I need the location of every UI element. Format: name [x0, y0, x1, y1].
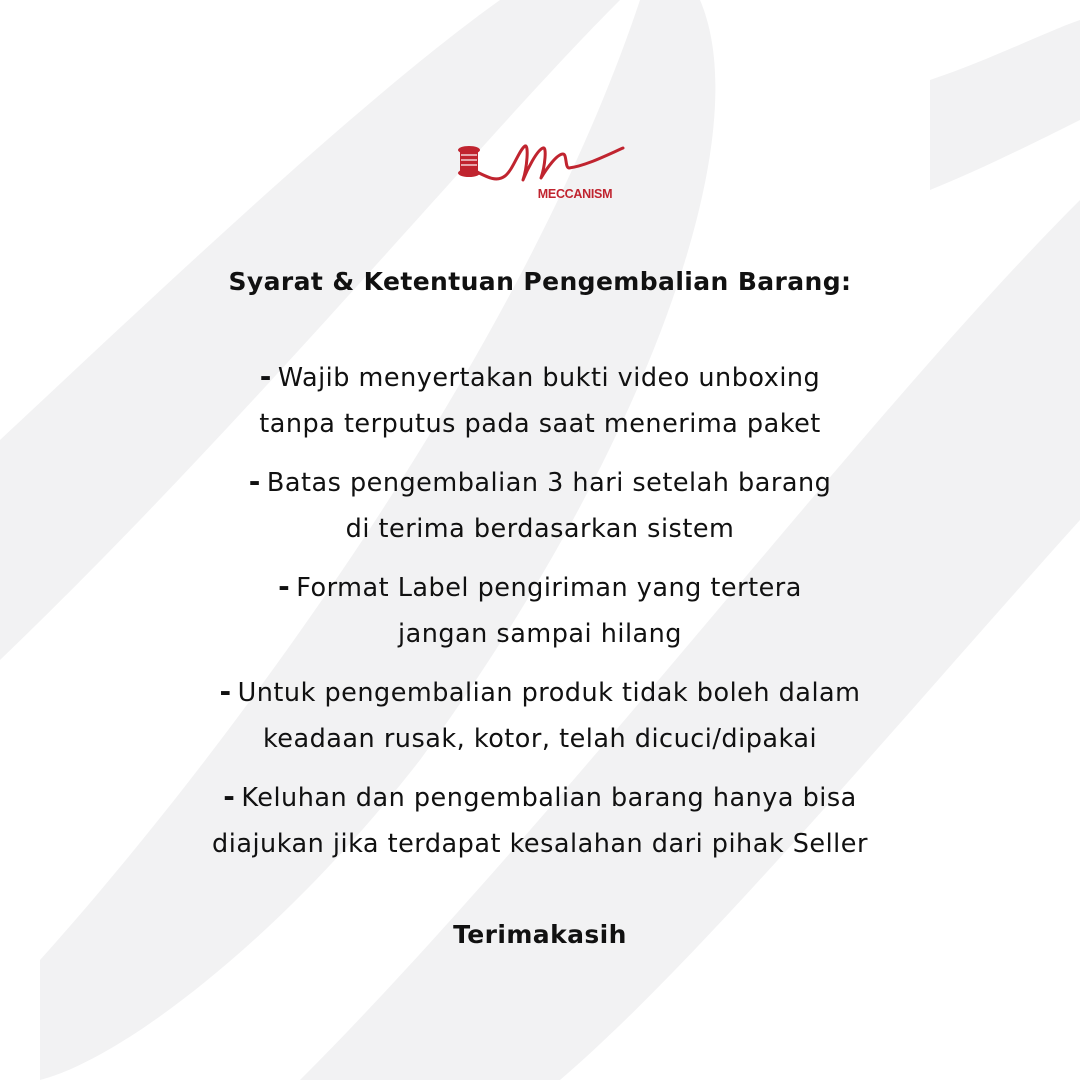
bullet-dash: - — [223, 780, 236, 813]
term-second-line: diajukan jika terdapat kesalahan dari pihak Seller — [212, 829, 868, 859]
term-first-line — [0, 459, 1080, 506]
term-second-line: keadaan rusak, kotor, telah dicuci/dipakai — [262, 724, 818, 754]
term-first-line — [0, 774, 1080, 821]
term-first-line — [0, 354, 1080, 401]
meccanism-logo — [455, 140, 630, 202]
closing-thanks: Terimakasih — [453, 920, 627, 949]
term-second-line: jangan sampai hilang — [397, 619, 682, 649]
policy-title: Syarat & Ketentuan Pengembalian Barang: — [228, 267, 852, 296]
term-text: Format Label pengiriman yang tertera — [296, 573, 802, 603]
bullet-dash: - — [278, 570, 291, 603]
term-first-line — [0, 669, 1080, 716]
bullet-dash: - — [248, 465, 261, 498]
term-text: Untuk pengembalian produk tidak boleh dalam — [237, 678, 861, 708]
term-item — [0, 774, 1080, 867]
logo-wordmark: MECCANISM — [537, 187, 613, 201]
term-text: Wajib menyertakan bukti video unboxing — [277, 363, 821, 393]
bullet-dash: - — [259, 360, 272, 393]
bullet-dash: - — [219, 675, 232, 708]
term-second-line: di terima berdasarkan sistem — [345, 514, 735, 544]
policy-content — [0, 258, 1080, 959]
term-item — [0, 564, 1080, 657]
term-text: Keluhan dan pengembalian barang hanya bisa — [241, 783, 857, 813]
term-item — [0, 669, 1080, 762]
terms-list — [0, 354, 1080, 867]
term-item — [0, 459, 1080, 552]
logo-signature-m — [477, 146, 623, 180]
term-second-line: tanpa terputus pada saat menerima paket — [259, 409, 821, 439]
term-first-line — [0, 564, 1080, 611]
term-text: Batas pengembalian 3 hari setelah barang — [266, 468, 832, 498]
term-item — [0, 354, 1080, 447]
brush-stroke-edge — [930, 20, 1080, 190]
